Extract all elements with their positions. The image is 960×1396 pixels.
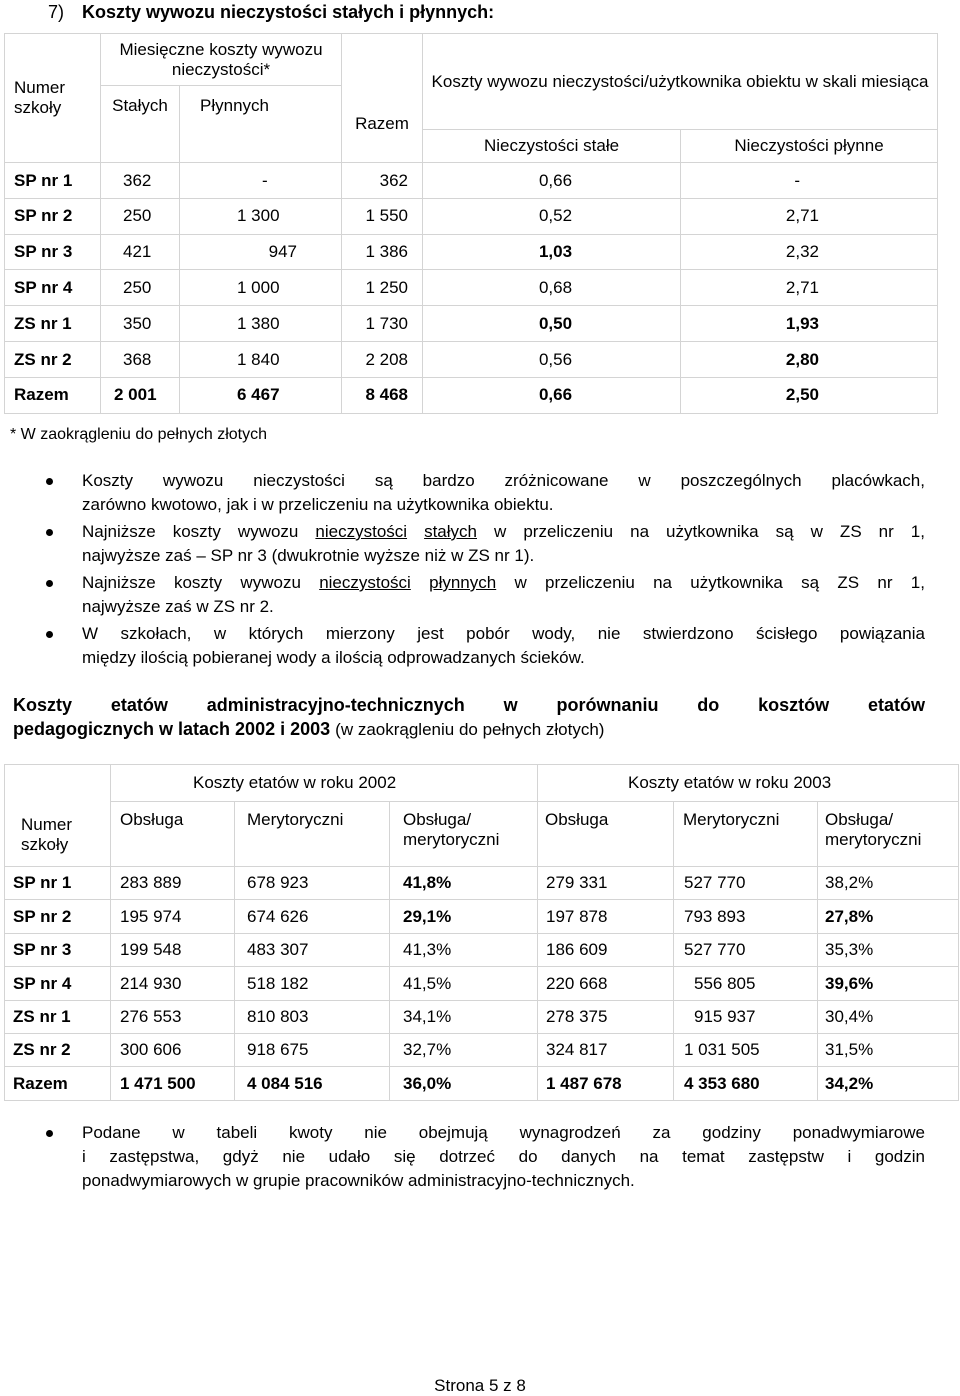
cell-total: 1 386 <box>342 234 423 270</box>
cell-total: 2 208 <box>342 341 423 377</box>
list-item <box>44 520 925 568</box>
header-2003: Koszty etatów w roku 2003 <box>538 765 959 802</box>
cell-per-user-solid: 0,66 <box>423 377 681 413</box>
cell-obsluga-2003: 279 331 <box>538 867 674 900</box>
cell-per-user-solid: 0,56 <box>423 341 681 377</box>
header-cost-per-user: Koszty wywozu nieczystości/użytkownika obiektu w skali miesiąca <box>423 34 938 130</box>
list-item-text: Najniższe koszty wywozu <box>82 522 299 541</box>
cell-per-user-liquid: 2,80 <box>681 341 938 377</box>
table-header-row <box>5 765 959 802</box>
cell-solid: 250 <box>101 270 180 306</box>
list-item-text: Koszty wywozu nieczystości są bardzo zróżnicowane w poszczególnych placówkach, <box>82 471 925 490</box>
cell-solid: 368 <box>101 341 180 377</box>
cell-ratio-2002: 36,0% <box>390 1067 538 1100</box>
list-item <box>44 571 925 619</box>
cell-liquid: 1 380 <box>180 306 342 342</box>
table-row <box>5 163 938 199</box>
list-item <box>44 622 925 670</box>
table-row <box>5 306 938 342</box>
table-row <box>5 867 959 900</box>
page-number: Strona 5 z 8 <box>434 1376 526 1395</box>
row-name: SP nr 1 <box>5 163 101 199</box>
underlined-text: płynnych <box>429 573 497 592</box>
table-row <box>5 1000 959 1033</box>
bullet-icon <box>46 529 53 536</box>
cell-obsluga-2002: 276 553 <box>111 1000 235 1033</box>
underlined-text: nieczystości <box>315 522 408 541</box>
row-name: ZS nr 1 <box>5 1000 111 1033</box>
cell-obsluga-2003: 220 668 <box>538 967 674 1000</box>
cell-solid: 250 <box>101 198 180 234</box>
cell-ratio-2003: 39,6% <box>818 967 959 1000</box>
cell-obsluga-2003: 278 375 <box>538 1000 674 1033</box>
cell-per-user-solid: 0,66 <box>423 163 681 199</box>
header-2002: Koszty etatów w roku 2002 <box>111 765 538 802</box>
table-row <box>5 341 938 377</box>
list-item-text: w przeliczeniu na użytkownika są w ZS nr 1, <box>494 522 925 541</box>
cell-ratio-2002: 41,5% <box>390 967 538 1000</box>
cell-total: 1 730 <box>342 306 423 342</box>
bullet-icon <box>46 1130 53 1137</box>
row-name: SP nr 4 <box>5 967 111 1000</box>
cell-liquid: 947 <box>180 234 342 270</box>
row-name: ZS nr 1 <box>5 306 101 342</box>
cell-per-user-solid: 1,03 <box>423 234 681 270</box>
header-ratio: Obsługa/ merytoryczni <box>390 802 538 867</box>
row-name: SP nr 3 <box>5 933 111 966</box>
cell-merytoryczni-2003: 556 805 <box>674 967 818 1000</box>
header-obsluga: Obsługa <box>111 802 235 867</box>
table-row <box>5 900 959 933</box>
table-row <box>5 198 938 234</box>
cell-merytoryczni-2003: 527 770 <box>674 933 818 966</box>
header-school-number: Numer szkoły <box>5 765 111 867</box>
cell-per-user-liquid: - <box>681 163 938 199</box>
header-merytoryczni: Merytoryczni <box>674 802 818 867</box>
cell-ratio-2003: 31,5% <box>818 1033 959 1066</box>
cell-merytoryczni-2003: 527 770 <box>674 867 818 900</box>
heading-note: (w zaokrągleniu do pełnych złotych) <box>335 720 605 739</box>
cell-liquid: 1 000 <box>180 270 342 306</box>
cell-per-user-liquid: 2,50 <box>681 377 938 413</box>
cell-per-user-liquid: 2,71 <box>681 198 938 234</box>
list-item <box>44 1121 925 1193</box>
cell-obsluga-2002: 1 471 500 <box>111 1067 235 1100</box>
list-item <box>44 469 925 517</box>
row-name: Razem <box>5 1067 111 1100</box>
row-name: ZS nr 2 <box>5 1033 111 1066</box>
section-staff-costs-heading <box>13 693 925 742</box>
cell-per-user-liquid: 2,32 <box>681 234 938 270</box>
cell-total: 1 550 <box>342 198 423 234</box>
cell-total: 8 468 <box>342 377 423 413</box>
cell-merytoryczni-2002: 518 182 <box>235 967 390 1000</box>
list-item-text: najwyższe zaś w ZS nr 2. <box>82 597 274 616</box>
bullet-list-staff <box>44 1121 925 1193</box>
header-total: Razem <box>342 86 423 163</box>
cell-merytoryczni-2003: 1 031 505 <box>674 1033 818 1066</box>
row-name: ZS nr 2 <box>5 341 101 377</box>
cell-merytoryczni-2002: 483 307 <box>235 933 390 966</box>
cell-total: 362 <box>342 163 423 199</box>
cell-solid: 2 001 <box>101 377 180 413</box>
cell-liquid: 6 467 <box>180 377 342 413</box>
cell-obsluga-2002: 199 548 <box>111 933 235 966</box>
staff-cost-table <box>4 764 959 1101</box>
cell-ratio-2002: 29,1% <box>390 900 538 933</box>
row-name: SP nr 4 <box>5 270 101 306</box>
cell-solid: 362 <box>101 163 180 199</box>
row-name: SP nr 2 <box>5 900 111 933</box>
cell-liquid: 1 840 <box>180 341 342 377</box>
cell-liquid: - <box>180 163 342 199</box>
section-title: Koszty wywozu nieczystości stałych i płynnych: <box>82 2 495 22</box>
list-item-text: ponadwymiarowych w grupie pracowników administracyjno-technicznych. <box>82 1171 635 1190</box>
cell-per-user-solid: 0,68 <box>423 270 681 306</box>
header-solid: Stałych <box>101 86 180 163</box>
table-row <box>5 270 938 306</box>
cell-obsluga-2003: 186 609 <box>538 933 674 966</box>
list-item-text: W szkołach, w których mierzony jest pobór wody, nie stwierdzono ścisłego powiązania <box>82 624 925 643</box>
heading-line: Koszty etatów administracyjno-technicznych w porównaniu do kosztów etatów <box>13 695 925 715</box>
cell-ratio-2002: 41,3% <box>390 933 538 966</box>
list-item-text: najwyższe zaś – SP nr 3 (dwukrotnie wyższe niż w ZS nr 1). <box>82 546 535 565</box>
cell-obsluga-2003: 1 487 678 <box>538 1067 674 1100</box>
cell-per-user-solid: 0,52 <box>423 198 681 234</box>
table-row <box>5 967 959 1000</box>
cell-merytoryczni-2003: 793 893 <box>674 900 818 933</box>
header-ratio: Obsługa/ merytoryczni <box>818 802 959 867</box>
heading-line: pedagogicznych w latach 2002 i 2003 <box>13 719 331 739</box>
section-7-heading <box>48 2 494 23</box>
cell-obsluga-2003: 324 817 <box>538 1033 674 1066</box>
cell-per-user-liquid: 2,71 <box>681 270 938 306</box>
cell-ratio-2003: 38,2% <box>818 867 959 900</box>
waste-cost-table <box>4 33 938 414</box>
cell-merytoryczni-2002: 678 923 <box>235 867 390 900</box>
header-monthly-costs: Miesięczne koszty wywozu nieczystości* <box>101 34 342 86</box>
bullet-icon <box>46 580 53 587</box>
list-item-text: między ilością pobieranej wody a ilością odprowadzanych ścieków. <box>82 648 585 667</box>
cell-ratio-2002: 34,1% <box>390 1000 538 1033</box>
table-header-row <box>5 802 959 867</box>
cell-merytoryczni-2002: 810 803 <box>235 1000 390 1033</box>
bullet-icon <box>46 631 53 638</box>
cell-merytoryczni-2002: 674 626 <box>235 900 390 933</box>
cell-merytoryczni-2003: 915 937 <box>674 1000 818 1033</box>
cell-liquid: 1 300 <box>180 198 342 234</box>
list-item-text: zarówno kwotowo, jak i w przeliczeniu na użytkownika obiektu. <box>82 495 554 514</box>
section-number: 7) <box>48 2 65 22</box>
cell-obsluga-2002: 195 974 <box>111 900 235 933</box>
table-footnote: * W zaokrągleniu do pełnych złotych <box>10 426 268 443</box>
cell-obsluga-2002: 300 606 <box>111 1033 235 1066</box>
cell-merytoryczni-2002: 4 084 516 <box>235 1067 390 1100</box>
list-item-text: Najniższe koszty wywozu <box>82 573 301 592</box>
table-row <box>5 933 959 966</box>
cell-ratio-2003: 34,2% <box>818 1067 959 1100</box>
cell-ratio-2003: 30,4% <box>818 1000 959 1033</box>
cell-merytoryczni-2002: 918 675 <box>235 1033 390 1066</box>
cell-ratio-2002: 32,7% <box>390 1033 538 1066</box>
row-name: SP nr 2 <box>5 198 101 234</box>
header-blank <box>342 34 423 86</box>
header-solid-waste: Nieczystości stałe <box>423 130 681 163</box>
table-row-total <box>5 377 938 413</box>
header-obsluga: Obsługa <box>538 802 674 867</box>
bullet-list-waste <box>44 469 925 673</box>
cell-ratio-2003: 35,3% <box>818 933 959 966</box>
table-row-total <box>5 1067 959 1100</box>
cell-merytoryczni-2003: 4 353 680 <box>674 1067 818 1100</box>
cell-solid: 421 <box>101 234 180 270</box>
row-name: SP nr 3 <box>5 234 101 270</box>
underlined-text: stałych <box>424 522 477 541</box>
cell-obsluga-2002: 214 930 <box>111 967 235 1000</box>
header-school-number: Numer szkoły <box>5 34 101 163</box>
cell-obsluga-2002: 283 889 <box>111 867 235 900</box>
cell-obsluga-2003: 197 878 <box>538 900 674 933</box>
cell-per-user-solid: 0,50 <box>423 306 681 342</box>
table-row <box>5 234 938 270</box>
underlined-text: nieczystości <box>319 573 411 592</box>
header-merytoryczni: Merytoryczni <box>235 802 390 867</box>
table-header-row <box>5 34 938 86</box>
cell-total: 1 250 <box>342 270 423 306</box>
row-name: Razem <box>5 377 101 413</box>
cell-ratio-2003: 27,8% <box>818 900 959 933</box>
cell-per-user-liquid: 1,93 <box>681 306 938 342</box>
list-item-text: Podane w tabeli kwoty nie obejmują wynagrodzeń za godziny ponadwymiarowe <box>82 1123 925 1142</box>
table-row <box>5 1033 959 1066</box>
cell-solid: 350 <box>101 306 180 342</box>
header-liquid: Płynnych <box>180 86 342 163</box>
header-liquid-waste: Nieczystości płynne <box>681 130 938 163</box>
list-item-text: i zastępstwa, gdyż nie udało się dotrzeć do danych na temat zastępstw i godzin <box>82 1147 925 1166</box>
bullet-icon <box>46 478 53 485</box>
cell-ratio-2002: 41,8% <box>390 867 538 900</box>
row-name: SP nr 1 <box>5 867 111 900</box>
list-item-text: w przeliczeniu na użytkownika są ZS nr 1, <box>514 573 925 592</box>
